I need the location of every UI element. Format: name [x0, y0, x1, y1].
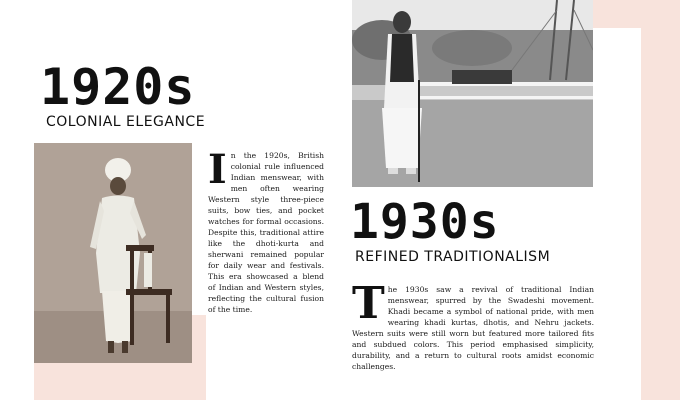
paragraph-1920s: n the 1920s, British colonial rule influenced Indian menswear, with men often wearing Western style three-piece suits, bow ties, and pocket watches for formal occasions. Despite this, traditional attire like the dhoti-kurta and sherwani remained popular for daily wear and festivals. This era showcased a blend of Indian and Western styles, reflecting the cultural fusion of the time. — [208, 151, 324, 314]
subtitle-refined-traditionalism: REFINED TRADITIONALISM — [355, 249, 551, 265]
year-heading-1920s: 1920s — [40, 58, 196, 116]
drop-cap-1930s: T — [352, 278, 385, 329]
paragraph-1930s: he 1930s saw a revival of traditional Indian menswear, spurred by the Swadeshi movement. Khadi became a symbol of national pride, with men wearing khadi kurtas, dhotis, and Nehru jackets. Western suits were still worn but featured more tailored fits and subdued colors. This period emphasised simplicity, durability, and a return to cultural roots amidst economic challenges. — [352, 285, 594, 371]
body-text-1930s — [352, 278, 594, 372]
subtitle-colonial-elegance: COLONIAL ELEGANCE — [46, 114, 206, 130]
decorative-peach-block-right — [641, 28, 680, 400]
body-text-1920s — [208, 146, 324, 315]
photo-1920s-man-with-chair — [34, 143, 192, 363]
photo-1930s-man-with-cane — [352, 0, 593, 187]
year-heading-1930s: 1930s — [350, 194, 500, 250]
drop-cap-1920s: I — [208, 146, 227, 193]
decorative-peach-block-top — [592, 0, 680, 28]
